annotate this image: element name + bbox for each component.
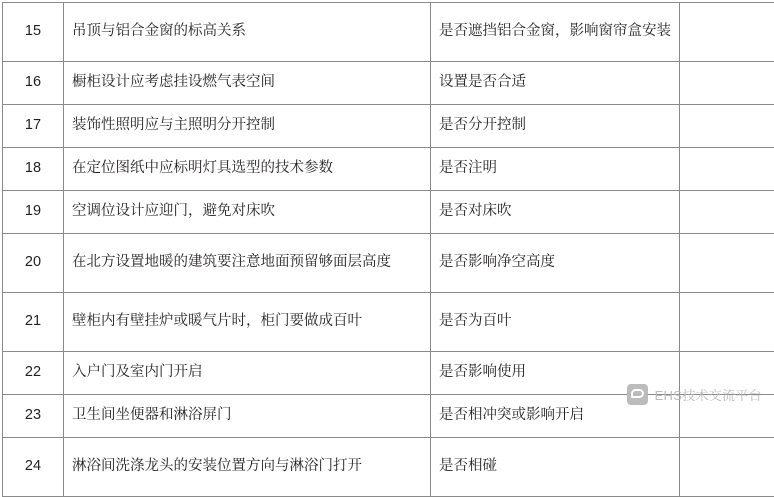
table-row — [3, 62, 774, 105]
table-row — [3, 438, 774, 497]
row-check: 是否对床吹 — [431, 191, 680, 234]
row-note — [680, 3, 774, 62]
table-row — [3, 293, 774, 352]
table-row — [3, 352, 774, 395]
row-number: 21 — [3, 293, 64, 352]
row-check: 设置是否合适 — [431, 62, 680, 105]
table-row — [3, 395, 774, 438]
row-number: 22 — [3, 352, 64, 395]
row-number: 20 — [3, 234, 64, 293]
row-item: 空调位设计应迎门，避免对床吹 — [64, 191, 431, 234]
row-item: 在定位图纸中应标明灯具选型的技术参数 — [64, 148, 431, 191]
row-item: 淋浴间洗涤龙头的安装位置方向与淋浴门打开 — [64, 438, 431, 497]
row-check: 是否遮挡铝合金窗，影响窗帘盒安装 — [431, 3, 680, 62]
row-item: 在北方设置地暖的建筑要注意地面预留够面层高度 — [64, 234, 431, 293]
row-note — [680, 438, 774, 497]
row-note — [680, 62, 774, 105]
row-item: 吊顶与铝合金窗的标高关系 — [64, 3, 431, 62]
row-number: 24 — [3, 438, 64, 497]
row-item: 橱柜设计应考虑挂设燃气表空间 — [64, 62, 431, 105]
table-row — [3, 148, 774, 191]
row-note — [680, 105, 774, 148]
row-item: 入户门及室内门开启 — [64, 352, 431, 395]
table-row — [3, 234, 774, 293]
row-check: 是否为百叶 — [431, 293, 680, 352]
row-number: 15 — [3, 3, 64, 62]
row-check: 是否相碰 — [431, 438, 680, 497]
row-number: 16 — [3, 62, 64, 105]
table-row — [3, 191, 774, 234]
table-row — [3, 105, 774, 148]
row-check: 是否注明 — [431, 148, 680, 191]
row-note — [680, 293, 774, 352]
row-note — [680, 148, 774, 191]
row-check: 是否影响净空高度 — [431, 234, 680, 293]
row-item: 卫生间坐便器和淋浴屏门 — [64, 395, 431, 438]
row-check: 是否分开控制 — [431, 105, 680, 148]
table-body — [3, 3, 774, 497]
checklist-table — [2, 2, 774, 497]
row-number: 19 — [3, 191, 64, 234]
row-number: 23 — [3, 395, 64, 438]
row-item: 壁柜内有壁挂炉或暖气片时，柜门要做成百叶 — [64, 293, 431, 352]
row-note — [680, 191, 774, 234]
row-item: 装饰性照明应与主照明分开控制 — [64, 105, 431, 148]
table-row — [3, 3, 774, 62]
row-check: 是否相冲突或影响开启 — [431, 395, 680, 438]
row-number: 17 — [3, 105, 64, 148]
watermark-text: EHS技术交流平台 — [655, 385, 762, 404]
row-note — [680, 352, 774, 395]
row-note — [680, 234, 774, 293]
row-check: 是否影响使用 — [431, 352, 680, 395]
row-number: 18 — [3, 148, 64, 191]
row-note — [680, 395, 774, 438]
